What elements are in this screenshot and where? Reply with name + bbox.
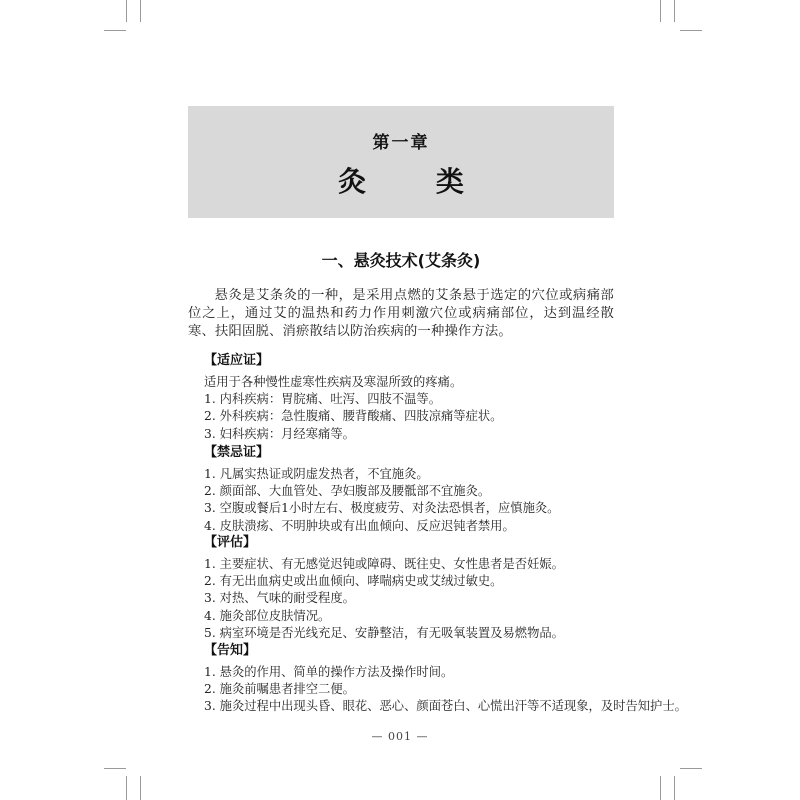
chapter-number: 第一章: [372, 133, 430, 153]
crop-mark: [674, 776, 675, 800]
crop-mark: [660, 0, 661, 22]
indications-line: 适用于各种慢性虚寒性疾病及寒湿所致的疼痛。: [204, 375, 463, 389]
notification-line: 2. 施灸前嘱患者排空二便。: [204, 682, 355, 697]
contraindications-line: 2. 颜面部、大血管处、孕妇腹部及腰骶部不宜施灸。: [204, 484, 491, 499]
crop-mark: [680, 30, 702, 31]
contraindications-block: [204, 441, 624, 535]
indications-line: 2. 外科疾病：急性腹痛、腰背酸痛、四肢凉痛等症状。: [204, 409, 503, 424]
notification-heading: 【告知】: [204, 643, 257, 658]
contraindications-heading: 【禁忌证】: [204, 445, 270, 460]
assessment-line: 2. 有无出血病史或出血倾向、哮喘病史或艾绒过敏史。: [204, 574, 503, 589]
page-number: — 001 —: [371, 730, 429, 743]
crop-mark: [104, 30, 126, 31]
chapter-title: 灸 类: [338, 165, 494, 198]
crop-mark: [680, 768, 702, 769]
crop-mark: [660, 776, 661, 800]
notification-line: 1. 悬灸的作用、简单的操作方法及操作时间。: [204, 665, 454, 679]
contraindications-line: 4. 皮肤溃疡、不明肿块或有出血倾向、反应迟钝者禁用。: [204, 518, 515, 533]
crop-mark: [140, 776, 141, 800]
indications-heading: 【适应证】: [204, 353, 270, 368]
crop-mark: [126, 0, 127, 22]
assessment-line: 3. 对热、气味的耐受程度。: [204, 591, 355, 606]
section-title: 一、悬灸技术(艾条灸): [321, 251, 481, 270]
contraindications-line: 1. 凡属实热证或阴虚发热者，不宜施灸。: [204, 467, 429, 481]
assessment-line: 5. 病室环境是否光线充足、安静整洁，有无吸氧装置及易燃物品。: [204, 625, 564, 640]
indications-block: [204, 349, 624, 443]
indications-line: 1. 内科疾病：胃脘痛、吐泻、四肢不温等。: [204, 392, 441, 407]
assessment-line: 1. 主要症状、有无感觉迟钝或障碍、既往史、女性患者是否妊娠。: [204, 557, 564, 571]
crop-mark: [674, 0, 675, 22]
crop-mark: [104, 768, 126, 769]
notification-block: [204, 639, 687, 716]
assessment-line: 4. 施灸部位皮肤情况。: [204, 608, 331, 623]
assessment-block: [204, 531, 624, 642]
notification-line: 3. 施灸过程中出现头昏、眼花、恶心、颜面苍白、心慌出汗等不适现象，及时告知护士。: [204, 699, 687, 714]
assessment-heading: 【评估】: [204, 535, 257, 550]
contraindications-line: 3. 空腹或餐后1小时左右、极度疲劳、对灸法恐惧者，应慎施灸。: [204, 501, 560, 516]
chapter-header: [188, 106, 614, 218]
intro-paragraph: 悬灸是艾条灸的一种，是采用点燃的艾条悬于选定的穴位或病痛部位之上，通过艾的温热和药力作用刺激穴位或病痛部位，达到温经散寒、扶阳固脱、消瘀散结以防治疾病的一种操作方法。: [188, 288, 614, 339]
crop-mark: [140, 0, 141, 22]
indications-line: 3. 妇科疾病：月经寒痛等。: [204, 426, 355, 441]
crop-mark: [126, 776, 127, 800]
